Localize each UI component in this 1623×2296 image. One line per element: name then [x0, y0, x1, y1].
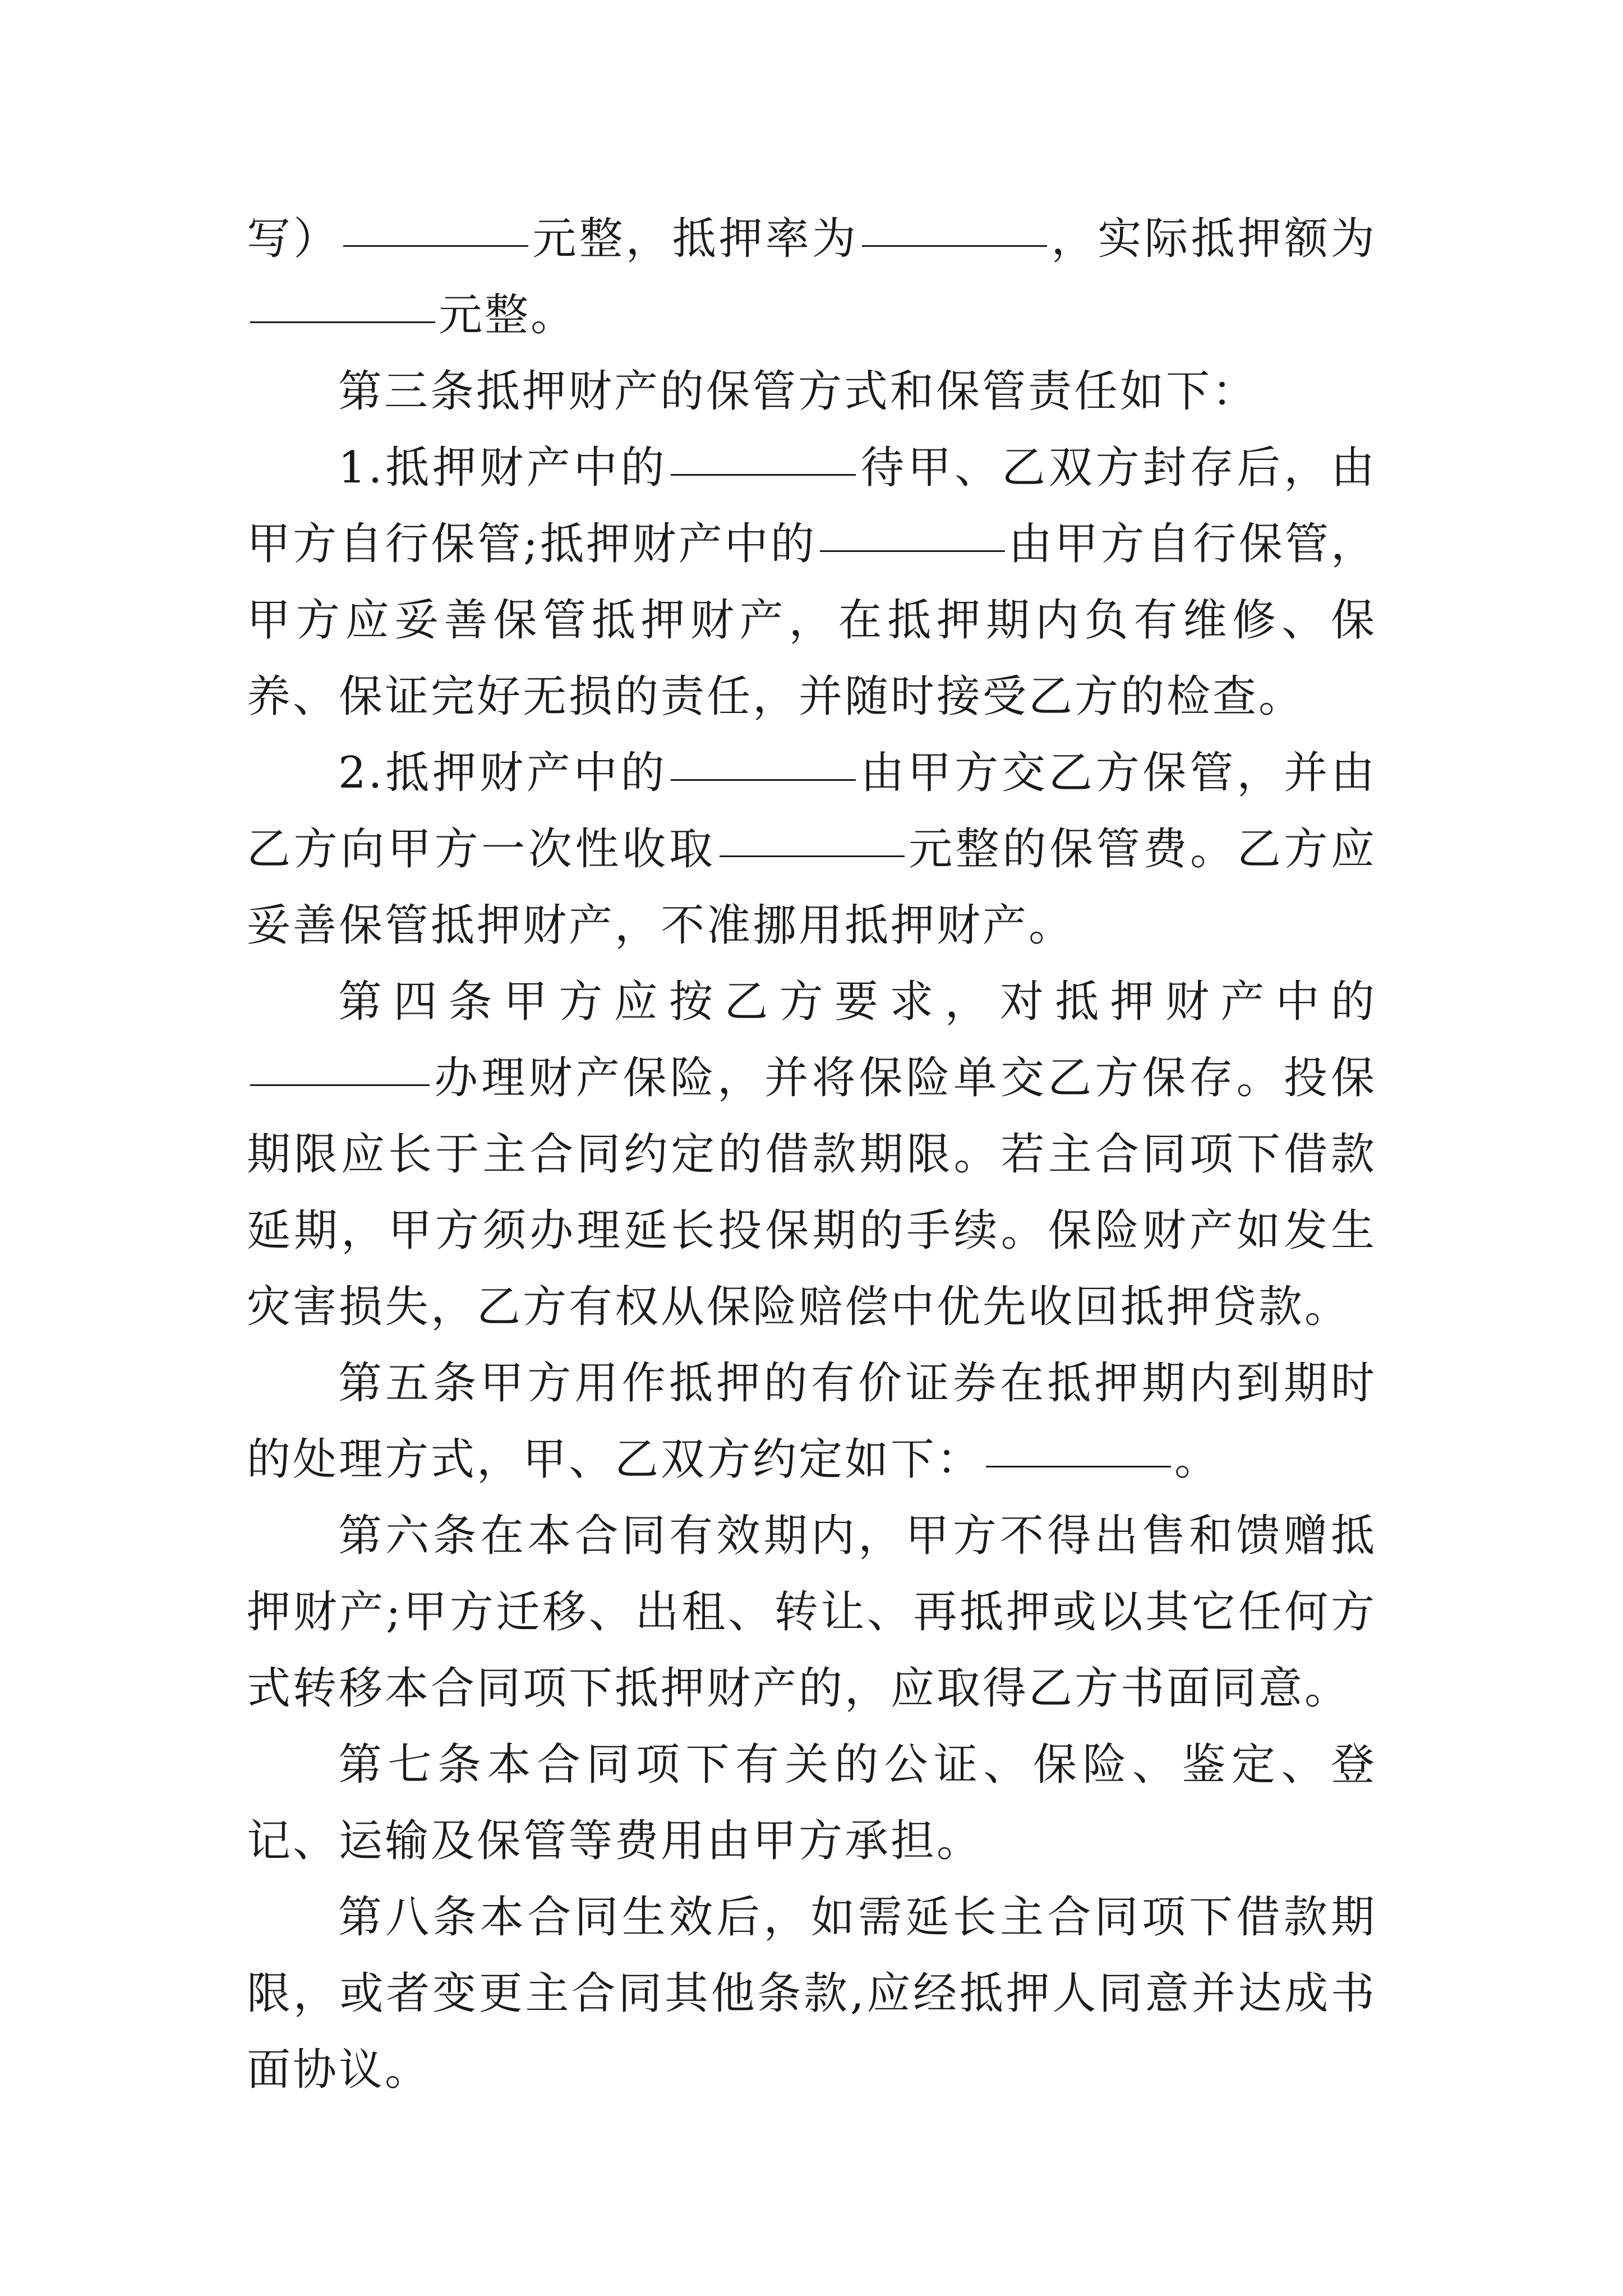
text-segment: 由甲方交乙方保管，并由乙方向甲方一次性收取	[247, 748, 1377, 875]
text-segment: 办理财产保险，并将保险单交乙方保存。投保期限应长于主合同约定的借款期限。若主合同项下借款延期，甲方须办理延长投保期的手续。保险财产如发生灾害损失，乙方有权从保险赔偿中优先收回抵押贷款。	[247, 1053, 1377, 1332]
article-5	[247, 1345, 1377, 1498]
text-segment: 。	[1174, 1434, 1221, 1485]
fill-in-blank[interactable]	[862, 245, 1047, 247]
text-segment: 第三条抵押财产的保管方式和保管责任如下：	[338, 366, 1258, 417]
text-segment: 第七条本合同项下有关的公证、保险、鉴定、登记、运输及保管等费用由甲方承担。	[247, 1740, 1377, 1866]
text-segment: 元整。	[439, 290, 577, 341]
text-segment: 由甲方自行保管，甲方应妥善保管抵押财产，在抵押期内负有维修、保养、保证完好无损的责任，并随时接受乙方的检查。	[247, 519, 1377, 722]
text-segment: 元整的保管费。乙方应妥善保管抵押财产，不准挪用抵押财产。	[247, 824, 1377, 951]
text-segment: 写）	[247, 214, 340, 264]
fill-in-blank[interactable]	[671, 779, 856, 781]
contract-text	[247, 201, 1377, 2108]
text-segment: ，实际抵押额为	[1050, 214, 1377, 264]
text-segment: 第六条在本合同有效期内，甲方不得出售和馈赠抵押财产;甲方迁移、出租、转让、再抵押或以其它任何方式转移本合同项下抵押财产的，应取得乙方书面同意。	[247, 1511, 1377, 1714]
article-7	[247, 1727, 1377, 1879]
fill-in-blank[interactable]	[250, 321, 435, 323]
fill-in-blank[interactable]	[986, 1465, 1171, 1467]
text-segment: 第八条本合同生效后，如需延长主合同项下借款期限，或者变更主合同其他条款,应经抵押人同意并达成书面协议。	[247, 1892, 1377, 2095]
article-3-item-2	[247, 735, 1377, 964]
text-segment: 1.抵押财产中的	[338, 443, 668, 493]
article-3-heading	[247, 353, 1377, 430]
text-segment: 元整，抵押率为	[532, 214, 859, 264]
text-segment: 待甲、乙双方封存后，由甲方自行保管;抵押财产中的	[247, 443, 1377, 569]
fill-in-blank[interactable]	[343, 245, 528, 247]
article-6	[247, 1498, 1377, 1727]
article-3-item-1	[247, 430, 1377, 735]
fill-in-blank[interactable]	[820, 550, 1005, 552]
fill-in-blank[interactable]	[250, 1084, 430, 1086]
article-4	[247, 964, 1377, 1345]
fill-in-blank[interactable]	[720, 855, 905, 857]
fill-in-blank[interactable]	[671, 473, 856, 476]
text-segment: 第五条甲方用作抵押的有价证券在抵押期内到期时的处理方式，甲、乙双方约定如下：	[247, 1358, 1377, 1485]
paragraph-continuation	[247, 201, 1377, 353]
text-segment: 2.抵押财产中的	[338, 748, 668, 798]
article-8	[247, 1879, 1377, 2108]
text-segment: 第四条甲方应按乙方要求，对抵押财产中的	[338, 977, 1377, 1027]
